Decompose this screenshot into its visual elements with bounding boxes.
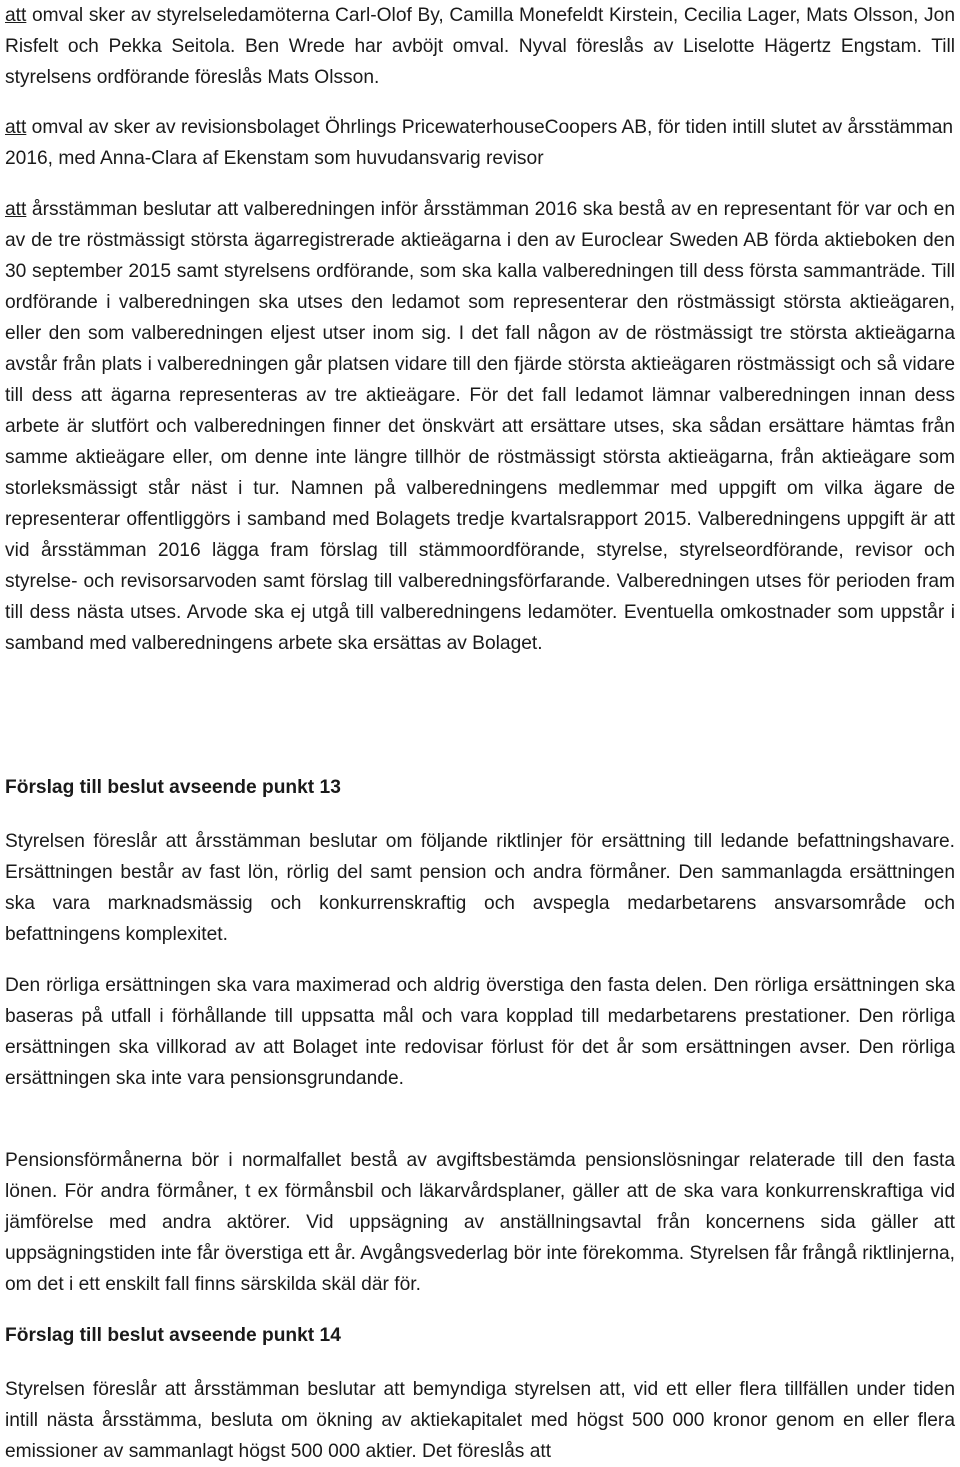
paragraph-board-reelection xyxy=(5,0,955,93)
paragraph-variable-remuneration: Den rörliga ersättningen ska vara maximerad och aldrig överstiga den fasta delen. Den rörliga ersättningen ska baseras på utfall i förhållande till uppsatta mål och vara kopplad till medarbetarens prestationer. Den rörliga ersättningen ska villkorad av att Bolaget inte redovisar förlust för det år som ersättningen avser. Den rörliga ersättningen ska inte vara pensionsgrundande. xyxy=(5,975,955,1089)
paragraph-text: omval sker av styrelseledamöterna Carl-Olof By, Camilla Monefeldt Kirstein, Cecilia Lager, Mats Olsson, Jon Risfelt och Pekka Seitola. Ben Wrede har avböjt omval. Nyval föreslås av Liselotte Hägertz Engstam. Till styrelsens ordförande föreslås Mats Olsson. xyxy=(5,5,955,88)
paragraph-lead-word: att xyxy=(5,5,27,26)
paragraph-remuneration-guidelines: Styrelsen föreslår att årsstämman beslutar om följande riktlinjer för ersättning till ledande befattningshavare. Ersättningen består av fast lön, rörlig del samt pension och andra förmåner. Den sammanlagda ersättningen ska vara marknadsmässig och konkurrenskraftig och avspegla medarbetarens ansvarsområde och befattningens komplexitet. xyxy=(5,831,955,945)
paragraph-nomination-committee xyxy=(5,194,955,659)
paragraph-auditor-reelection xyxy=(5,112,955,174)
paragraph-text: omval av sker av revisionsbolaget Öhrlings PricewaterhouseCoopers AB, för tiden intill slutet av årsstämman 2016, med Anna-Clara af Ekenstam som huvudansvarig revisor xyxy=(5,117,954,169)
paragraph-lead-word: att xyxy=(5,199,27,220)
paragraph-text: årsstämman beslutar att valberedningen inför årsstämman 2016 ska bestå av en representant för var och en av de tre röstmässigt största ägarregistrerade aktieägarna i den av Euroclear Sweden AB förda aktieboken den 30 september 2015 samt styrelsens ordförande, som ska kalla valberedningen till dess första sammanträde. Till ordförande i valberedningen ska utses den ledamot som representerar den röstmässigt största aktieägaren, eller den som valberedningen eljest utser inom sig. I det fall någon av de röstmässigt tre största aktieägarna avstår från plats i valberedningen går platsen vidare till den fjärde största aktieägaren röstmässigt och så vidare till dess att ägarna representeras av tre aktieägare. För det fall ledamot lämnar valberedningen innan dess arbete är slutfört och valberedningen finner det önskvärt att ersättare utses, ska sådan ersättare hämtas från samme aktieägare eller, om denne inte längre tillhör de röstmässigt största aktieägarna, från aktieägare som storleksmässigt står näst i tur. Namnen på valberedningens medlemmar med uppgift om vilka ägare de representerar offentliggörs i samband med Bolagets tredje kvartalsrapport 2015. Valberedningens uppgift är att vid årsstämman 2016 lägga fram förslag till stämmoordförande, styrelse, styrelseordförande, revisor och styrelse- och revisorsarvoden samt förslag till valberedningsförfarande. Valberedningen utses för perioden fram till dess nästa utses. Arvode ska ej utgå till valberedningens ledamöter. Eventuella omkostnader som uppstår i samband med valberedningens arbete ska ersättas av Bolaget. xyxy=(5,199,955,654)
section-heading-item-13: Förslag till beslut avseende punkt 13 xyxy=(5,777,341,798)
paragraph-share-issue-authorization: Styrelsen föreslår att årsstämman beslutar att bemyndiga styrelsen att, vid ett eller flera tillfällen under tiden intill nästa årsstämma, besluta om ökning av aktiekapitalet med högst 500 000 kronor genom en eller flera emissioner av sammanlagt högst 500 000 aktier. Det föreslås att xyxy=(5,1379,955,1462)
section-heading-item-14: Förslag till beslut avseende punkt 14 xyxy=(5,1325,341,1346)
paragraph-pension-benefits: Pensionsförmånerna bör i normalfallet bestå av avgiftsbestämda pensionslösningar relaterade till den fasta lönen. För andra förmåner, t ex förmånsbil och läkarvårdsplaner, gäller att de ska vara konkurrenskraftiga vid jämförelse med andra aktörer. Vid uppsägning av anställningsavtal från koncernens sida gäller att uppsägningstiden inte får överstiga ett år. Avgångsvederlag bör inte förekomma. Styrelsen får frångå riktlinjerna, om det i ett enskilt fall finns särskilda skäl där för. xyxy=(5,1150,955,1295)
paragraph-lead-word: att xyxy=(5,117,27,138)
